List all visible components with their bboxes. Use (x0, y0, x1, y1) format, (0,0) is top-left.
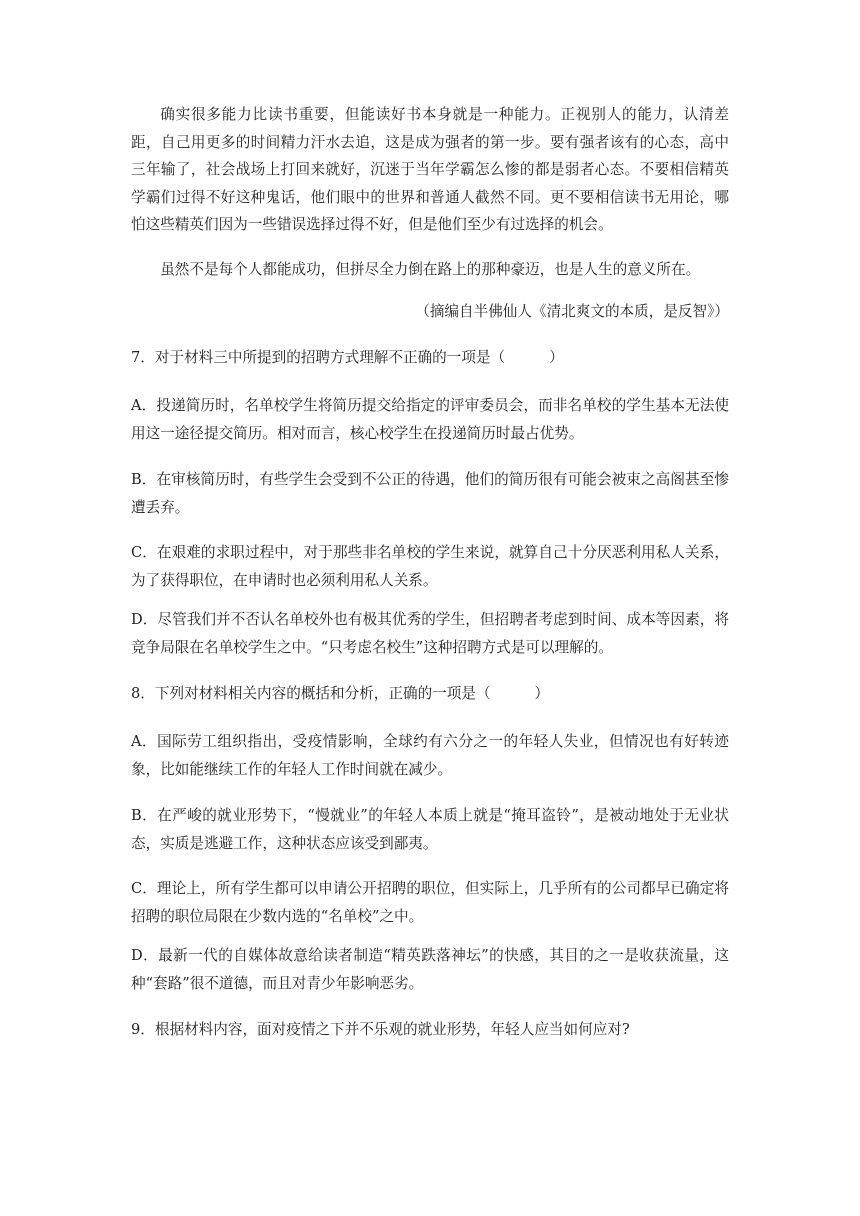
passage-paragraph-2: 虽然不是每个人都能成功，但拼尽全力倒在路上的那种豪迈，也是人生的意义所在。 (160, 261, 701, 278)
question-7-option-d: D．尽管我们并不否认名单校外也有极其优秀的学生，但招聘者考虑到时间、成本等因素，将竞争局限在名单校学生之中。“只考虑名校生”这种招聘方式是可以理解的。 (131, 611, 729, 656)
question-8-stem-close: ） (534, 685, 550, 702)
passage-paragraph-1: 确实很多能力比读书重要，但能读好书本身就是一种能力。正视别人的能力，认清差距，自己用更多的时间精力汗水去追，这是成为强者的第一步。要有强者该有的心态，高中三年输了，社会战场上打回来就好，沉迷于当年学霸怎么惨的都是弱者心态。不要相信精英学霸们过得不好这种鬼话，他们眼中的世界和普通人截然不同。更不要相信读书无用论，哪怕这些精英们因为一些错误选择过得不好，但是他们至少有过选择的机会。 (131, 106, 729, 233)
question-8-stem-text: 8．下列对材料相关内容的概括和分析，正确的一项是（ (131, 685, 491, 702)
question-7-option-c: C．在艰难的求职过程中，对于那些非名单校的学生来说，就算自己十分厌恶利用私人关系，为了获得职位，在申请时也必须利用私人关系。 (131, 544, 729, 589)
question-7-stem-text: 7．对于材料三中所提到的招聘方式理解不正确的一项是（ (131, 349, 506, 366)
question-8-option-a: A．国际劳工组织指出，受疫情影响，全球约有六分之一的年轻人失业，但情况也有好转迹象，比如能继续工作的年轻人工作时间就在减少。 (131, 733, 729, 778)
question-7-stem-close: ） (549, 349, 564, 366)
question-9-stem: 9．根据材料内容，面对疫情之下并不乐观的就业形势，年轻人应当如何应对? (131, 1021, 630, 1038)
question-8-option-b: B．在严峻的就业形势下，“慢就业”的年轻人本质上就是“掩耳盗铃”，是被动地处于无业状态，实质是逃避工作，这种状态应该受到鄙夷。 (131, 807, 729, 852)
question-7-stem (131, 344, 729, 372)
question-8-option-d: D．最新一代的自媒体故意给读者制造“精英跌落神坛”的快感，其目的之一是收获流量，这种“套路”很不道德，而且对青少年影响恶劣。 (131, 947, 729, 992)
question-8-stem (131, 680, 729, 708)
question-7-option-b: B．在审核简历时，有些学生会受到不公正的待遇，他们的简历很有可能会被束之高阁甚至惨遭丢弃。 (131, 471, 729, 516)
question-8-option-c: C．理论上，所有学生都可以申请公开招聘的职位，但实际上，几乎所有的公司都早已确定将招聘的职位局限在少数内选的“名单校”之中。 (131, 880, 729, 925)
passage-source: （摘编自半佛仙人《清北爽文的本质，是反智》） (415, 303, 729, 320)
question-7-option-a: A．投递简历时，名单校学生将简历提交给指定的评审委员会，而非名单校的学生基本无法使用这一途径提交简历。相对而言，核心校学生在投递简历时最占优势。 (131, 397, 729, 442)
